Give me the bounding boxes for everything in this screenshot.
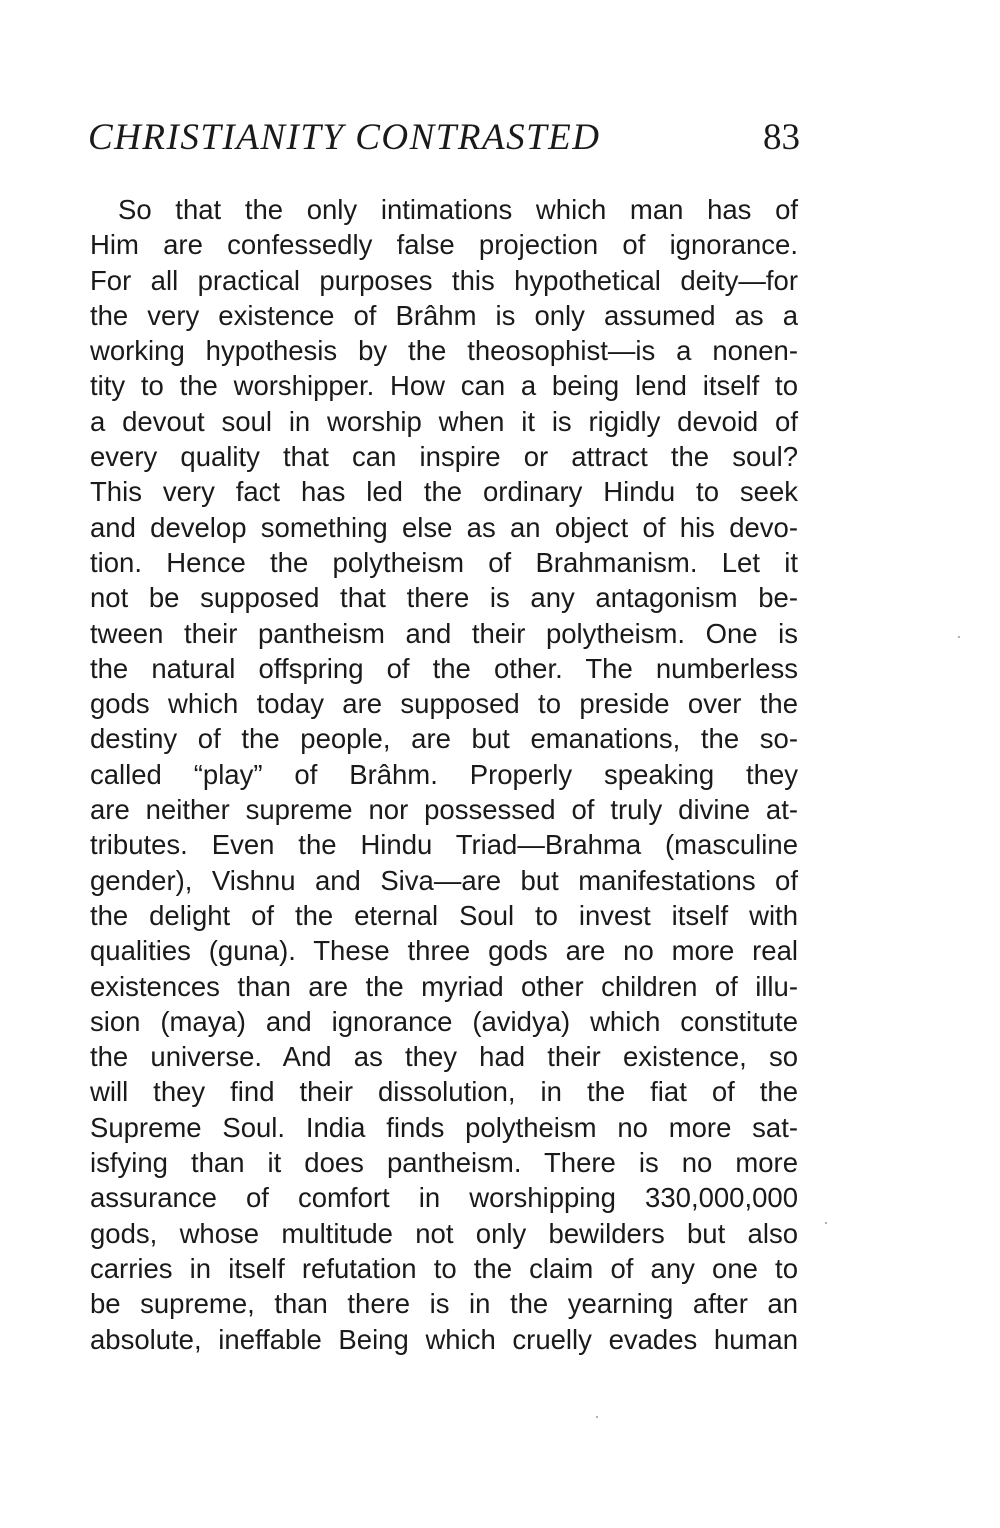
text-line: Supreme Soul. India finds polytheism no more sat-	[90, 1111, 798, 1143]
text-line: existences than are the myriad other children of illu-	[90, 970, 798, 1002]
text-line: are neither supreme nor possessed of truly divine at-	[90, 794, 798, 826]
paper-speck	[596, 1416, 598, 1418]
text-line: qualities (guna). These three gods are no more real	[90, 935, 798, 967]
page-number: 83	[763, 117, 800, 158]
text-line: tributes. Even the Hindu Triad—Brahma (masculine	[90, 829, 798, 861]
text-line: every quality that can inspire or attract the soul?	[90, 441, 798, 473]
text-line: gender), Vishnu and Siva—are but manifestations of	[90, 864, 798, 896]
paper-speck	[825, 1222, 827, 1224]
text-line: Him are confessedly false projection of ignorance.	[90, 229, 798, 261]
text-line: be supreme, than there is in the yearning after an	[90, 1288, 798, 1320]
text-line: and develop something else as an object of his devo-	[90, 511, 798, 543]
text-line: tion. Hence the polytheism of Brahmanism. Let it	[90, 546, 798, 578]
text-line: So that the only intimations which man has of	[118, 194, 798, 225]
running-title: CHRISTIANITY CONTRASTED	[88, 117, 601, 158]
text-line: isfying than it does pantheism. There is no more	[90, 1147, 798, 1179]
text-line: absolute, ineffable Being which cruelly evades human	[90, 1323, 798, 1355]
text-line: the very existence of Brâhm is only assumed as a	[90, 299, 798, 331]
text-line: For all practical purposes this hypothetical deity—for	[90, 264, 798, 296]
text-line: the delight of the eternal Soul to invest itself with	[90, 899, 798, 931]
text-line: working hypothesis by the theosophist—is a nonen-	[90, 335, 798, 367]
text-line: will they find their dissolution, in the fiat of the	[90, 1076, 798, 1108]
text-line: a devout soul in worship when it is rigidly devoid of	[90, 405, 798, 437]
text-line: carries in itself refutation to the claim of any one to	[90, 1252, 798, 1284]
text-line: tween their pantheism and their polytheism. One is	[90, 617, 798, 649]
text-line: assurance of comfort in worshipping 330,000,000	[90, 1182, 798, 1214]
text-line: called “play” of Brâhm. Properly speaking they	[90, 758, 798, 790]
text-line: destiny of the people, are but emanations, the so-	[90, 723, 798, 755]
text-line: the natural offspring of the other. The numberless	[90, 652, 798, 684]
text-line: gods, whose multitude not only bewilders but also	[90, 1217, 798, 1249]
text-line: This very fact has led the ordinary Hindu to seek	[90, 476, 798, 508]
text-line: sion (maya) and ignorance (avidya) which constitute	[90, 1005, 798, 1037]
body-paragraph	[90, 192, 798, 1357]
text-line: gods which today are supposed to preside over the	[90, 688, 798, 720]
running-head	[88, 112, 800, 164]
paper-speck	[958, 636, 960, 638]
text-line: tity to the worshipper. How can a being lend itself to	[90, 370, 798, 402]
text-line: not be supposed that there is any antagonism be-	[90, 582, 798, 614]
text-line: the universe. And as they had their existence, so	[90, 1041, 798, 1073]
